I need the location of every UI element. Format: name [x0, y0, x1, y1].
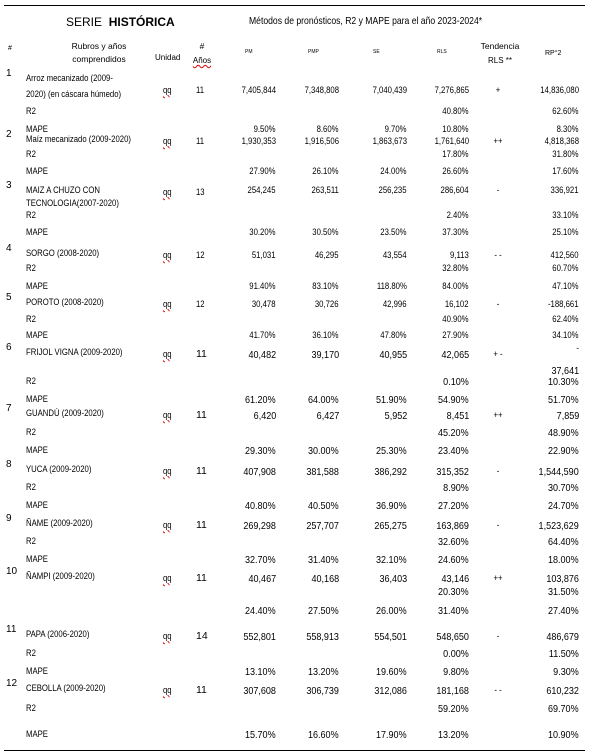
- unit-cell: qq: [163, 631, 172, 641]
- row-label: YUCA (2009-2020): [26, 464, 92, 474]
- rp-value: 14,836,080: [540, 85, 579, 95]
- mape-label: MAPE: [26, 729, 48, 739]
- col-header-rp: RP°2: [545, 50, 562, 57]
- rls-value: 9,113: [450, 250, 469, 260]
- pm-value: 7,405,844: [241, 85, 276, 95]
- row-label: FRIJOL VIGNA (2009-2020): [26, 347, 123, 357]
- trend-value: + -: [493, 349, 503, 359]
- mape-label: MAPE: [26, 281, 48, 291]
- col-header-se: SE: [373, 49, 380, 55]
- years-cell: 12: [196, 299, 205, 309]
- mape-pmp: 30.00%: [308, 445, 339, 457]
- row-label: 2020) (en cáscara húmedo): [26, 89, 122, 99]
- years-cell: 11: [196, 348, 207, 360]
- mape-rls: 27.90%: [442, 330, 469, 340]
- mape-rls: 10.80%: [442, 124, 469, 134]
- r2-rls: 40.90%: [442, 314, 469, 324]
- rls-value: 286,604: [441, 185, 469, 195]
- mape-pm: 91.40%: [249, 281, 276, 291]
- mape-rls: 37.30%: [442, 227, 469, 237]
- rp-value: 4,818,368: [544, 136, 579, 146]
- r2-label: R2: [26, 376, 36, 386]
- mape-rls: 27.20%: [438, 500, 469, 512]
- mape-rp: 10.90%: [548, 729, 579, 741]
- mape-pm: 40.80%: [245, 500, 276, 512]
- col-header-rls: RLS: [437, 49, 447, 55]
- pmp-value: 558,913: [306, 631, 339, 643]
- r2-rls: 0.00%: [443, 648, 469, 660]
- r2-label: R2: [26, 536, 36, 546]
- row-label: ÑAMPI (2009-2020): [26, 571, 95, 581]
- r2-label: R2: [26, 482, 36, 492]
- pmp-value: 306,739: [306, 685, 339, 697]
- trend-value: +: [495, 85, 501, 95]
- pm-value: 307,608: [243, 685, 276, 697]
- mape-label: MAPE: [26, 500, 48, 510]
- se-value: 5,952: [384, 410, 407, 422]
- mape-rp: 22.90%: [548, 445, 579, 457]
- r2-rp: 62.60%: [552, 106, 579, 116]
- mape-pmp: 40.50%: [308, 500, 339, 512]
- years-cell: 11: [196, 136, 205, 146]
- rls-value: 315,352: [436, 466, 469, 478]
- row-number: 2: [6, 129, 12, 140]
- rls-value: 7,276,865: [434, 85, 469, 95]
- trend-value: ++: [493, 573, 503, 583]
- row-number: 4: [6, 243, 12, 254]
- mape-pm: 32.70%: [245, 554, 276, 566]
- row-number: 5: [6, 292, 12, 303]
- r2-rp: 31.80%: [552, 149, 579, 159]
- mape-rp: 27.40%: [548, 605, 579, 617]
- unit-cell: qq: [163, 85, 172, 95]
- col-header-rubros-2: comprendidos: [72, 54, 126, 64]
- se-value: 265,275: [374, 520, 407, 532]
- rls-value: 163,869: [436, 520, 469, 532]
- trend-value: -: [496, 299, 500, 309]
- mape-pmp: 31.40%: [308, 554, 339, 566]
- row-number: 6: [6, 342, 12, 353]
- years-cell: 11: [196, 572, 207, 584]
- r2-rp: 31.50%: [548, 586, 579, 598]
- mape-pmp: 36.10%: [312, 330, 339, 340]
- trend-value: ++: [493, 410, 503, 420]
- mape-pmp: 30.50%: [312, 227, 339, 237]
- rp-value: 7,859: [556, 410, 579, 422]
- mape-rp: 34.10%: [552, 330, 579, 340]
- mape-pm: 41.70%: [249, 330, 276, 340]
- r2-rp: 48.90%: [548, 427, 579, 439]
- years-cell: 11: [196, 465, 207, 477]
- unit-cell: qq: [163, 410, 172, 420]
- mape-rp: 51.70%: [548, 394, 579, 406]
- rls-value: 43,146: [441, 573, 469, 585]
- r2-label: R2: [26, 427, 36, 437]
- row-label: Maíz mecanizado (2009-2020): [26, 134, 131, 144]
- mape-se: 19.60%: [376, 666, 407, 678]
- r2-rls: 0.10%: [443, 376, 469, 388]
- unit-cell: qq: [163, 187, 172, 197]
- r2-rp: 30.70%: [548, 482, 579, 494]
- rls-value: 181,168: [436, 685, 469, 697]
- col-header-anos-1: #: [199, 41, 205, 51]
- rp-value: 336,921: [551, 185, 579, 195]
- mape-pmp: 26.10%: [312, 166, 339, 176]
- col-header-pm: PM: [245, 49, 253, 55]
- row-number: 12: [6, 678, 18, 689]
- row-label: SORGO (2008-2020): [26, 248, 100, 258]
- mape-rp: 9.30%: [553, 666, 579, 678]
- se-value: 386,292: [374, 466, 407, 478]
- row-label: PAPA (2006-2020): [26, 629, 90, 639]
- rp-value: 1,523,629: [538, 520, 579, 532]
- unit-cell: qq: [163, 573, 172, 583]
- pmp-value: 1,916,506: [304, 136, 339, 146]
- r2-label: R2: [26, 703, 36, 713]
- r2-rls: 20.30%: [438, 586, 469, 598]
- trend-value: - -: [494, 685, 502, 695]
- col-header-unidad: Unidad: [155, 53, 181, 62]
- mape-label: MAPE: [26, 166, 48, 176]
- pm-value: 30,478: [252, 299, 276, 309]
- row-label: CEBOLLA (2009-2020): [26, 683, 106, 693]
- mape-se: 23.50%: [380, 227, 407, 237]
- col-header-tendencia-2: RLS **: [487, 56, 512, 65]
- pmp-value: 6,427: [316, 410, 339, 422]
- mape-label: MAPE: [26, 554, 48, 564]
- r2-label: R2: [26, 314, 36, 324]
- rls-value: 42,065: [441, 349, 469, 361]
- se-value: 1,863,673: [372, 136, 407, 146]
- mape-label: MAPE: [26, 227, 48, 237]
- r2-rp: 33.10%: [552, 210, 579, 220]
- se-value: 554,501: [374, 631, 407, 643]
- se-value: 256,235: [379, 185, 407, 195]
- trend-value: -: [496, 631, 500, 641]
- pmp-value: 39,170: [311, 349, 339, 361]
- mape-rp: 18.00%: [548, 554, 579, 566]
- bottom-rule: [4, 750, 585, 751]
- r2-rls: 45.20%: [438, 427, 469, 439]
- row-number: 8: [6, 459, 12, 470]
- mape-pm: 15.70%: [245, 729, 276, 741]
- mape-label: MAPE: [26, 666, 48, 676]
- pmp-value: 40,168: [311, 573, 339, 585]
- pm-value: 552,801: [243, 631, 276, 643]
- unit-cell: qq: [163, 136, 172, 146]
- trend-value: -: [496, 466, 500, 476]
- unit-cell: qq: [163, 520, 172, 530]
- r2-label: R2: [26, 210, 36, 220]
- col-header-anos-2: Años: [192, 56, 212, 65]
- mape-se: 9.70%: [385, 124, 407, 134]
- pm-value: 407,908: [243, 466, 276, 478]
- mape-se: 118.80%: [377, 281, 407, 291]
- row-number: 10: [6, 566, 18, 577]
- pm-value: 1,930,353: [241, 136, 276, 146]
- rls-value: 1,761,640: [434, 136, 469, 146]
- top-rule: [4, 5, 585, 6]
- r2-rls: 59.20%: [438, 703, 469, 715]
- years-cell: 11: [196, 85, 205, 95]
- mape-se: 36.90%: [376, 500, 407, 512]
- se-value: 36,403: [379, 573, 407, 585]
- pm-value: 6,420: [253, 410, 276, 422]
- r2-rls: 32.60%: [438, 536, 469, 548]
- mape-pmp: 13.20%: [308, 666, 339, 678]
- row-number: 1: [6, 68, 12, 79]
- years-cell: 13: [196, 187, 205, 197]
- mape-rls: 84.00%: [442, 281, 469, 291]
- row-number: 9: [6, 513, 12, 524]
- trend-value: - -: [494, 250, 502, 260]
- se-value: 42,996: [383, 299, 407, 309]
- mape-rls: 24.60%: [438, 554, 469, 566]
- mape-rp: 8.30%: [557, 124, 579, 134]
- unit-cell: qq: [163, 466, 172, 476]
- se-value: 7,040,439: [372, 85, 407, 95]
- mape-se: 17.90%: [376, 729, 407, 741]
- rp-value: 412,560: [551, 250, 579, 260]
- subtitle: Métodos de pronósticos, R2 y MAPE para el año 2023-2024*: [249, 15, 483, 27]
- col-header-tendencia-1: Tendencia: [480, 41, 520, 51]
- row-label: MAIZ A CHUZO CON: [26, 185, 100, 195]
- col-header-pmp: PMP: [308, 49, 319, 55]
- mape-pm: 24.40%: [245, 605, 276, 617]
- pmp-value: 46,295: [315, 250, 339, 260]
- mape-se: 47.80%: [380, 330, 407, 340]
- rp-value: -188,661: [548, 299, 579, 309]
- row-label: POROTO (2008-2020): [26, 297, 104, 307]
- mape-rls: 54.90%: [438, 394, 469, 406]
- mape-rls: 9.80%: [443, 666, 469, 678]
- mape-pm: 61.20%: [245, 394, 276, 406]
- mape-se: 26.00%: [376, 605, 407, 617]
- mape-rls: 13.20%: [438, 729, 469, 741]
- mape-se: 25.30%: [376, 445, 407, 457]
- r2-rp: 60.70%: [552, 263, 579, 273]
- mape-rp: 17.60%: [552, 166, 579, 176]
- r2-rp: 62.40%: [552, 314, 579, 324]
- row-number: 11: [6, 624, 17, 635]
- mape-se: 32.10%: [376, 554, 407, 566]
- rp-value: 610,232: [546, 685, 579, 697]
- pmp-value: 7,348,808: [304, 85, 339, 95]
- col-header-rubros-1: Rubros y años: [71, 41, 127, 51]
- unit-cell: qq: [163, 685, 172, 695]
- pmp-value: 381,588: [306, 466, 339, 478]
- rls-value: 16,102: [445, 299, 469, 309]
- rp-value: 1,544,590: [538, 466, 579, 478]
- row-number: 7: [6, 403, 12, 414]
- col-header-num: #: [8, 45, 12, 52]
- r2-label: R2: [26, 149, 36, 159]
- r2-rls: 40.80%: [442, 106, 469, 116]
- r2-rp: 69.70%: [548, 703, 579, 715]
- pmp-value: 30,726: [315, 299, 339, 309]
- r2-label: R2: [26, 648, 36, 658]
- row-label: ÑAME (2009-2020): [26, 518, 93, 528]
- rp-value: 103,876: [546, 573, 579, 585]
- mape-pm: 29.30%: [245, 445, 276, 457]
- se-value: 40,955: [379, 349, 407, 361]
- rls-value: 8,451: [446, 410, 469, 422]
- mape-rp: 25.10%: [552, 227, 579, 237]
- pmp-value: 257,707: [306, 520, 339, 532]
- trend-value: -: [496, 185, 500, 195]
- mape-pmp: 8.60%: [317, 124, 339, 134]
- mape-rp: 24.70%: [548, 500, 579, 512]
- unit-cell: qq: [163, 349, 172, 359]
- rls-value: 548,650: [436, 631, 469, 643]
- historica-label: HISTÓRICA: [108, 15, 175, 29]
- serie-title: [66, 15, 175, 29]
- pm-value: 269,298: [243, 520, 276, 532]
- row-number: 3: [6, 180, 12, 191]
- mape-pm: 30.20%: [249, 227, 276, 237]
- mape-rp: 47.10%: [552, 281, 579, 291]
- unit-cell: qq: [163, 250, 172, 260]
- mape-label: MAPE: [26, 124, 48, 134]
- row-label: TECNOLOGIA(2007-2020): [26, 198, 119, 208]
- r2-rls: 17.80%: [442, 149, 469, 159]
- pm-value: 51,031: [252, 250, 276, 260]
- mape-pm: 9.50%: [254, 124, 276, 134]
- se-value: 43,554: [383, 250, 407, 260]
- serie-label: SERIE: [66, 15, 103, 29]
- mape-label: MAPE: [26, 330, 48, 340]
- unit-cell: qq: [163, 299, 172, 309]
- mape-se: 51.90%: [376, 394, 407, 406]
- se-value: 312,086: [374, 685, 407, 697]
- mape-pm: 27.90%: [249, 166, 276, 176]
- pm-value: 40,467: [248, 573, 276, 585]
- r2-rls: 8.90%: [443, 482, 469, 494]
- pmp-value: 263,511: [311, 185, 339, 195]
- mape-label: MAPE: [26, 394, 48, 404]
- mape-pmp: 64.00%: [308, 394, 339, 406]
- r2-rp: 64.40%: [548, 536, 579, 548]
- mape-rls: 23.40%: [438, 445, 469, 457]
- years-cell: 14: [196, 630, 208, 642]
- rp-dash: -: [576, 343, 579, 353]
- r2-rls: 32.80%: [442, 263, 469, 273]
- years-cell: 11: [196, 519, 207, 531]
- rp-value: 37,641: [551, 365, 579, 377]
- pm-value: 40,482: [248, 349, 276, 361]
- r2-label: R2: [26, 263, 36, 273]
- mape-pmp: 83.10%: [312, 281, 339, 291]
- trend-value: ++: [493, 136, 503, 146]
- r2-label: R2: [26, 106, 36, 116]
- mape-pmp: 16.60%: [308, 729, 339, 741]
- pm-value: 254,245: [248, 185, 276, 195]
- r2-rp: 11.50%: [549, 648, 579, 660]
- mape-rls: 26.60%: [442, 166, 469, 176]
- row-label: GUANDÚ (2009-2020): [26, 408, 104, 418]
- row-label: Arroz mecanizado (2009-: [26, 73, 113, 83]
- years-cell: 12: [196, 250, 205, 260]
- trend-value: -: [496, 520, 500, 530]
- years-cell: 11: [196, 684, 207, 696]
- mape-rls: 31.40%: [438, 605, 469, 617]
- mape-se: 24.00%: [380, 166, 407, 176]
- r2-rp: 10.30%: [548, 376, 579, 388]
- mape-label: MAPE: [26, 445, 48, 455]
- r2-rls: 2.40%: [447, 210, 469, 220]
- mape-pm: 13.10%: [245, 666, 276, 678]
- years-cell: 11: [196, 409, 207, 421]
- mape-pmp: 27.50%: [308, 605, 339, 617]
- rp-value: 486,679: [546, 631, 579, 643]
